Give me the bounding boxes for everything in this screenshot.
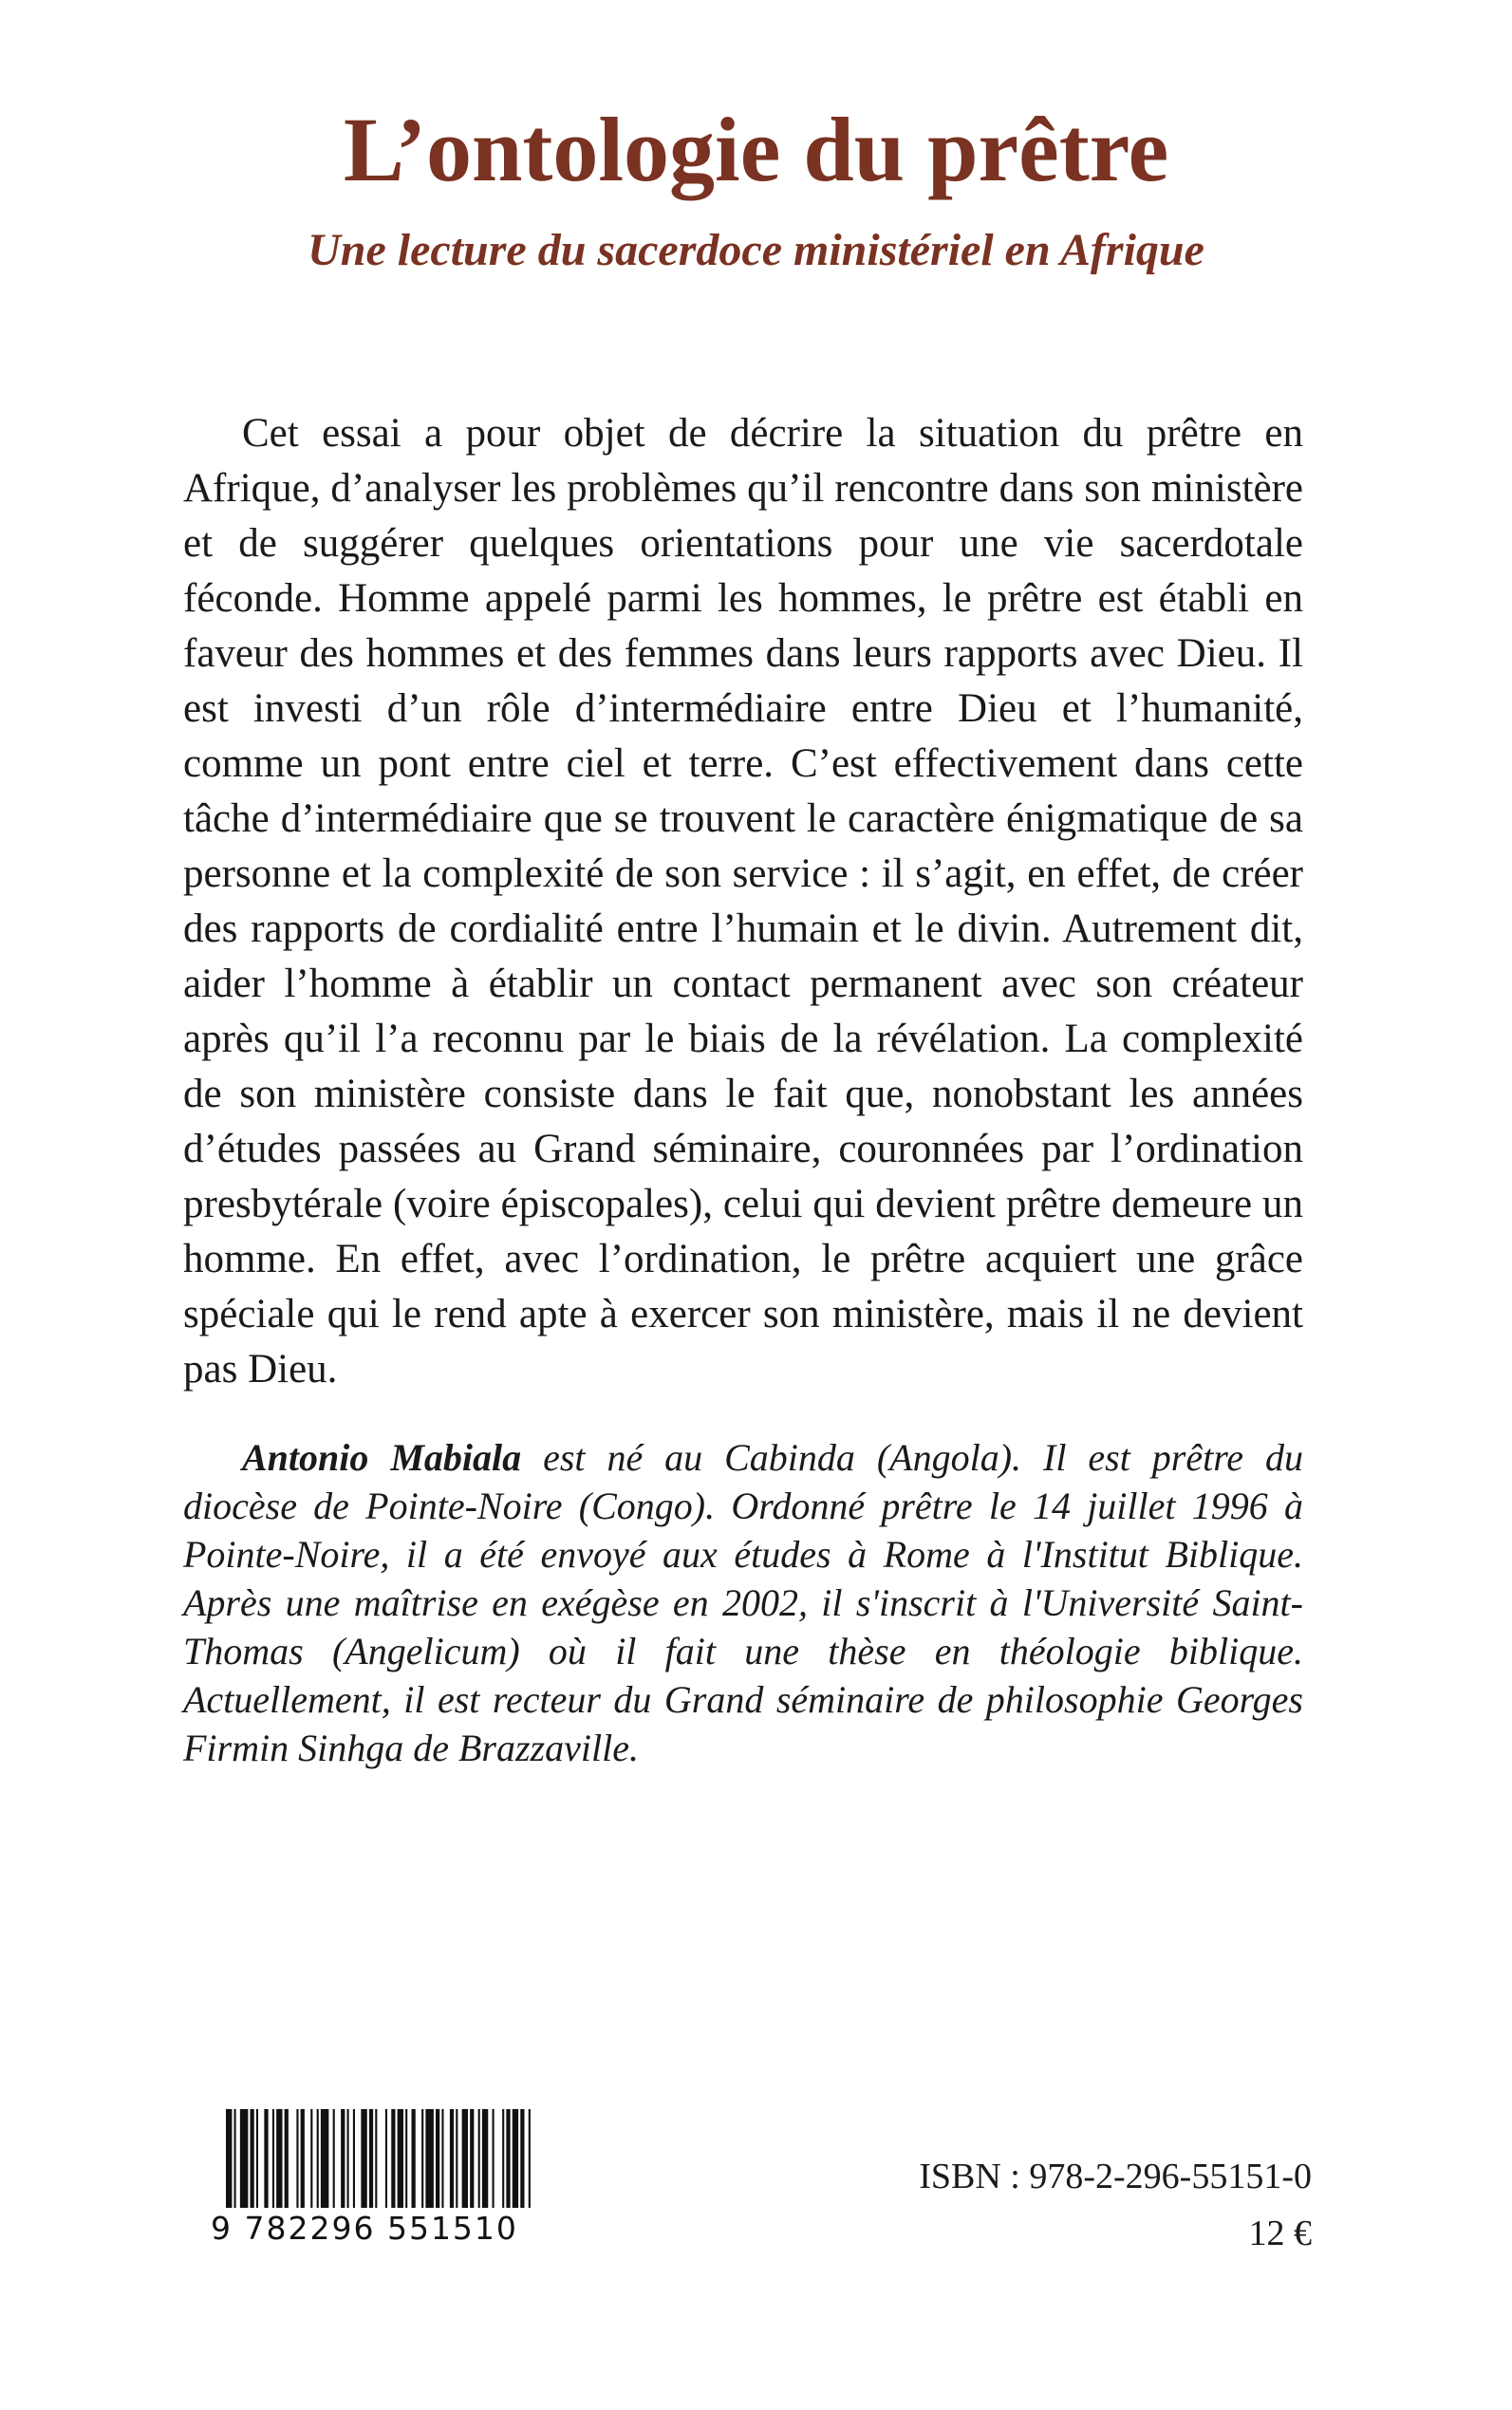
barcode-bar <box>375 2109 377 2208</box>
barcode-bar <box>462 2109 468 2208</box>
barcode-bar <box>285 2109 289 2208</box>
barcode-bar <box>361 2109 366 2208</box>
barcode <box>211 2109 538 2248</box>
book-summary: Cet essai a pour objet de décrire la situation du prêtre en Afrique, d’analyser les problèmes qu’il rencontre dans son ministère et de suggérer quelques orientations pour une vie sacerdotale féconde. Homme appelé parmi les hommes, le prêtre est établi en faveur des hommes et des femmes dans leurs rapports avec Dieu. Il est investi d’un rôle d’intermédiaire entre Dieu et l’humanité, comme un pont entre ciel et terre. C’est effectivement dans cette tâche d’intermédiaire que se trouvent le caractère énigmatique de sa personne et la complexité de son service : il s’agit, en effet, de créer des rapports de cordialité entre l’humain et le divin. Autrement dit, aider l’homme à établir un contact permanent avec son créateur après qu’il l’a reconnu par le biais de la révélation. La complexité de son ministère consiste dans le fait que, nonobstant les années d’études passées au Grand séminaire, couronnées par l’ordination presbytérale (voire épiscopales), celui qui devient prêtre demeure un homme. En effet, avec l’ordination, le prêtre acquiert une grâce spéciale qui le rend apte à exercer son ministère, mais il ne devient pas Dieu. <box>183 411 1303 1392</box>
barcode-bar <box>226 2109 232 2208</box>
barcode-bar <box>296 2109 298 2208</box>
barcode-bar <box>405 2109 407 2208</box>
barcode-bar <box>264 2109 268 2208</box>
barcode-bar <box>506 2109 510 2208</box>
barcode-bar <box>482 2109 488 2208</box>
barcode-bar <box>391 2109 395 2208</box>
book-subtitle: Une lecture du sacerdoce ministériel en Afrique <box>308 225 1204 275</box>
barcode-bar <box>493 2109 495 2208</box>
barcode-bar <box>385 2109 387 2208</box>
barcode-bar <box>436 2109 439 2208</box>
barcode-bar <box>321 2109 329 2208</box>
barcode-bar <box>333 2109 335 2208</box>
barcode-bar <box>470 2109 474 2208</box>
barcode-bar <box>256 2109 258 2208</box>
barcode-bar <box>478 2109 480 2208</box>
barcode-bar <box>310 2109 312 2208</box>
barcode-bar <box>520 2109 524 2208</box>
barcode-bar <box>412 2109 416 2208</box>
barcode-bar <box>450 2109 454 2208</box>
barcode-bar <box>301 2109 305 2208</box>
author-name: Antonio Mabiala <box>242 1436 522 1479</box>
barcode-bar <box>353 2109 355 2208</box>
barcode-bar <box>369 2109 373 2208</box>
book-title: L’ontologie du prêtre <box>343 99 1169 200</box>
barcode-bars-icon <box>226 2109 532 2208</box>
barcode-bar <box>251 2109 254 2208</box>
barcode-bar <box>398 2109 403 2208</box>
author-bio <box>183 1433 1303 1772</box>
barcode-bar <box>347 2109 349 2208</box>
barcode-bar <box>441 2109 443 2208</box>
barcode-bar <box>272 2109 274 2208</box>
barcode-bar <box>513 2109 518 2208</box>
barcode-bar <box>456 2109 457 2208</box>
barcode-bar <box>276 2109 282 2208</box>
barcode-bar <box>421 2109 423 2208</box>
author-bio-text: est né au Cabinda (Angola). Il est prêtre du diocèse de Pointe-Noire (Congo). Ordonné prêtre le 14 juillet 1996 à Pointe-Noire, il a été envoyé aux études à Rome à l'Institut Biblique. Après une maîtrise en exégèse en 2002, il s'inscrit à l'Université Saint-Thomas (Angelicum) où il fait une thèse en théologie biblique. Actuellement, il est recteur du Grand séminaire de philosophie Georges Firmin Sinhga de Brazzaville. <box>183 1436 1303 1769</box>
isbn: ISBN : 978-2-296-55151-0 <box>919 2157 1312 2196</box>
barcode-bar <box>529 2109 531 2208</box>
barcode-bar <box>240 2109 249 2208</box>
barcode-bar <box>234 2109 236 2208</box>
price: 12 € <box>1248 2214 1312 2253</box>
barcode-bar <box>425 2109 434 2208</box>
barcode-bar <box>502 2109 504 2208</box>
barcode-bar <box>341 2109 345 2208</box>
barcode-digits: 9 782296 551510 <box>211 2210 518 2247</box>
barcode-bar <box>317 2109 319 2208</box>
